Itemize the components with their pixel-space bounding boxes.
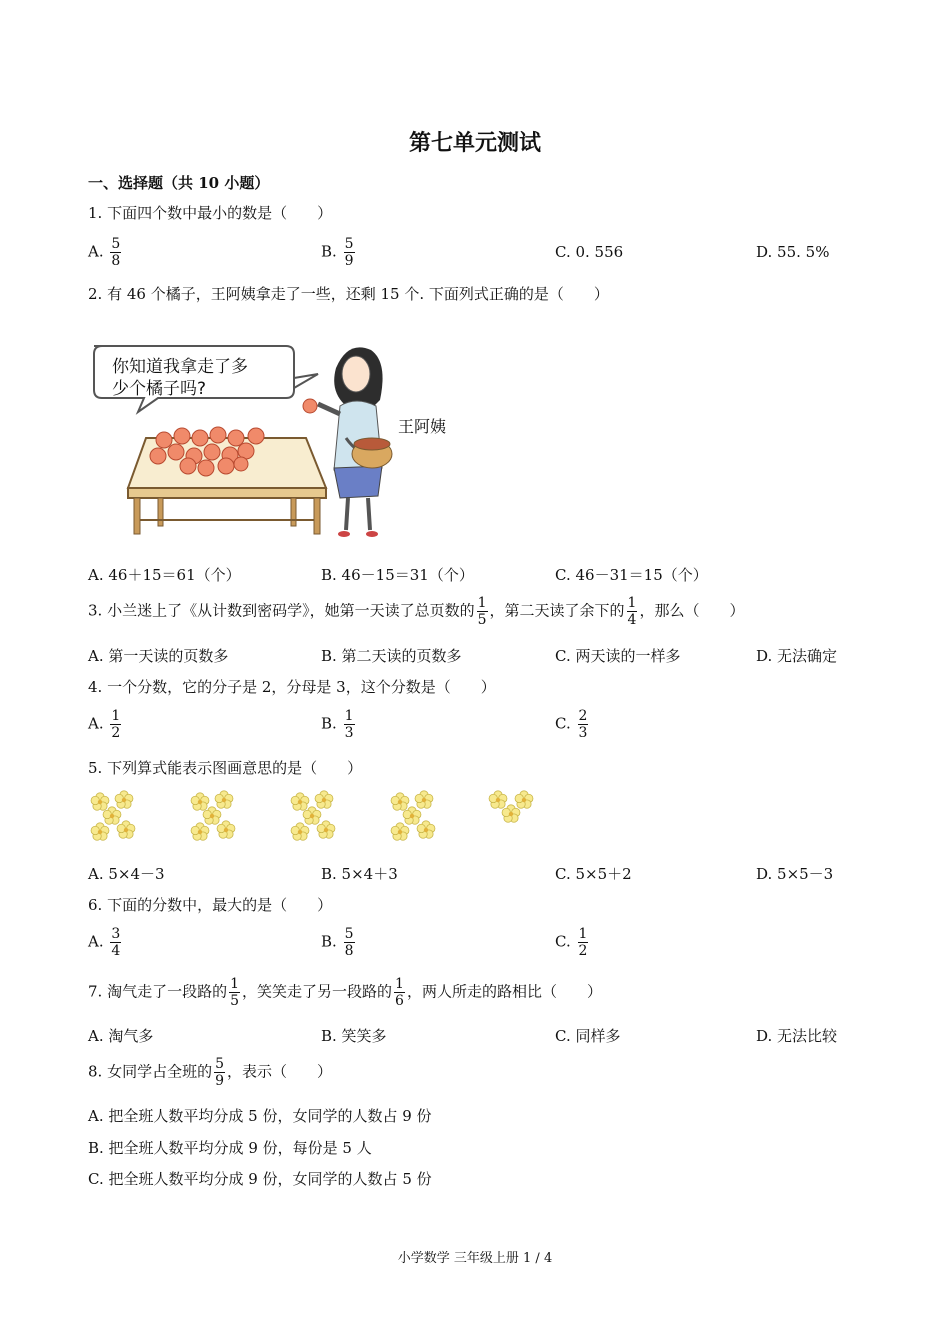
q3-option-c[interactable]: C. 两天读的一样多	[555, 647, 681, 665]
q5-option-a[interactable]: A. 5×4－3	[88, 865, 165, 883]
woman-name-label: 王阿姨	[398, 417, 447, 436]
flower-group	[86, 788, 146, 844]
flower-icon	[417, 821, 435, 838]
flower-icon	[191, 823, 209, 840]
flower-icon	[415, 791, 433, 808]
q6-option-b[interactable]: B. $\frac{5}{8}$	[321, 926, 354, 959]
fraction: $\frac{1}{5}$	[477, 595, 487, 628]
flower-icon	[117, 821, 135, 838]
flower-group	[486, 788, 546, 844]
question-1-stem: 1. 下面四个数中最小的数是（ ）	[88, 204, 333, 222]
q4-option-a[interactable]: A. $\frac{1}{2}$	[88, 708, 121, 741]
fraction: $\frac{1}{6}$	[395, 976, 404, 1009]
fraction: $\frac{3}{4}$	[111, 926, 121, 959]
fraction: $\frac{5}{8}$	[111, 236, 121, 269]
table-leg	[134, 498, 140, 534]
q7-option-d[interactable]: D. 无法比较	[756, 1027, 838, 1045]
flower-icon	[515, 791, 533, 808]
q4-option-b[interactable]: B. $\frac{1}{3}$	[321, 708, 354, 741]
question-8-stem: 8. 女同学占全班的 $\frac{5}{9}$ ，表示（ ）	[88, 1056, 333, 1089]
q4-option-c[interactable]: C. $\frac{2}{3}$	[555, 708, 588, 741]
table-leg	[291, 498, 296, 526]
page-footer: 小学数学 三年级上册 1 / 4	[397, 1251, 553, 1266]
fraction: $\frac{2}{3}$	[578, 708, 588, 741]
q5-option-d[interactable]: D. 5×5－3	[756, 865, 834, 883]
question-7-stem: 7. 淘气走了一段路的 $\frac{1}{5}$ ，笑笑走了另一段路的 $\frac{1}{6}$ ，两人所走的路相比（ ）	[88, 976, 602, 1009]
q1-option-d[interactable]: D. 55. 5%	[756, 243, 830, 261]
speech-bubble-text: 你知道我拿走了多 少个橘子吗?	[112, 357, 248, 399]
q2-option-b[interactable]: B. 46－15＝31（个）	[321, 566, 474, 584]
q7-option-a[interactable]: A. 淘气多	[88, 1027, 154, 1045]
flower-icon	[91, 793, 109, 810]
table-leg	[158, 498, 163, 526]
section-heading: 一、选择题（共 10 小题）	[88, 174, 270, 192]
q8-option-c[interactable]: C. 把全班人数平均分成 9 份，女同学的人数占 5 份	[88, 1170, 432, 1188]
fraction: $\frac{1}{5}$	[230, 976, 240, 1009]
q7-option-b[interactable]: B. 笑笑多	[321, 1027, 387, 1045]
flower-icon	[291, 793, 309, 810]
question-6-stem: 6. 下面的分数中，最大的是（ ）	[88, 896, 333, 914]
fraction: $\frac{5}{9}$	[215, 1056, 225, 1089]
fraction: $\frac{1}{4}$	[627, 595, 637, 628]
fraction: $\frac{1}{3}$	[344, 708, 354, 741]
fraction: $\frac{5}{9}$	[344, 236, 354, 269]
question-3-stem: 3. 小兰迷上了《从计数到密码学》，她第一天读了总页数的 $\frac{1}{5}$ ，第二天读了余下的 $\frac{1}{4}$ ，那么（ ）	[88, 595, 745, 628]
q8-option-b[interactable]: B. 把全班人数平均分成 9 份，每份是 5 人	[88, 1139, 372, 1157]
q6-option-a[interactable]: A. $\frac{3}{4}$	[88, 926, 121, 959]
q3-option-b[interactable]: B. 第二天读的页数多	[321, 647, 462, 665]
question-4-stem: 4. 一个分数，它的分子是 2，分母是 3，这个分数是（ ）	[88, 678, 496, 696]
flower-icon	[291, 823, 309, 840]
q3-option-d[interactable]: D. 无法确定	[756, 647, 838, 665]
q3-option-a[interactable]: A. 第一天读的页数多	[88, 647, 229, 665]
q1-option-a[interactable]: A. $\frac{5}{8}$	[88, 236, 121, 269]
q5-option-c[interactable]: C. 5×5＋2	[555, 865, 632, 883]
flower-group	[386, 788, 446, 844]
page-title: 第七单元测试	[408, 131, 541, 156]
q2-option-a[interactable]: A. 46＋15＝61（个）	[88, 566, 241, 584]
q5-option-b[interactable]: B. 5×4＋3	[321, 865, 398, 883]
orange-scene-image	[86, 338, 456, 544]
q7-option-c[interactable]: C. 同样多	[555, 1027, 621, 1045]
flower-icon	[317, 821, 335, 838]
flower-icon	[315, 791, 333, 808]
flower-icon	[502, 805, 520, 822]
q1-option-c[interactable]: C. 0. 556	[555, 243, 624, 261]
q2-option-c[interactable]: C. 46－31＝15（个）	[555, 566, 708, 584]
flower-icon	[115, 791, 133, 808]
table-leg	[314, 498, 320, 534]
fraction: $\frac{5}{8}$	[344, 926, 354, 959]
table-edge	[128, 488, 326, 498]
flower-icon	[191, 793, 209, 810]
flower-icon	[489, 791, 507, 808]
q6-option-c[interactable]: C. $\frac{1}{2}$	[555, 926, 588, 959]
flower-groups-image	[86, 788, 556, 844]
question-2-stem: 2. 有 46 个橘子，王阿姨拿走了一些，还剩 15 个. 下面列式正确的是（ ）	[88, 285, 609, 303]
q8-option-a[interactable]: A. 把全班人数平均分成 5 份，女同学的人数占 9 份	[88, 1107, 432, 1125]
fraction: $\frac{1}{2}$	[578, 926, 588, 959]
question-5-stem: 5. 下列算式能表示图画意思的是（ ）	[88, 759, 363, 777]
flower-group	[186, 788, 246, 844]
flower-group	[286, 788, 346, 844]
flower-icon	[91, 823, 109, 840]
fraction: $\frac{1}{2}$	[111, 708, 121, 741]
bubble-tail	[294, 374, 318, 388]
flower-icon	[215, 791, 233, 808]
flower-icon	[217, 821, 235, 838]
q1-option-b[interactable]: B. $\frac{5}{9}$	[321, 236, 354, 269]
flower-icon	[391, 793, 409, 810]
flower-icon	[391, 823, 409, 840]
